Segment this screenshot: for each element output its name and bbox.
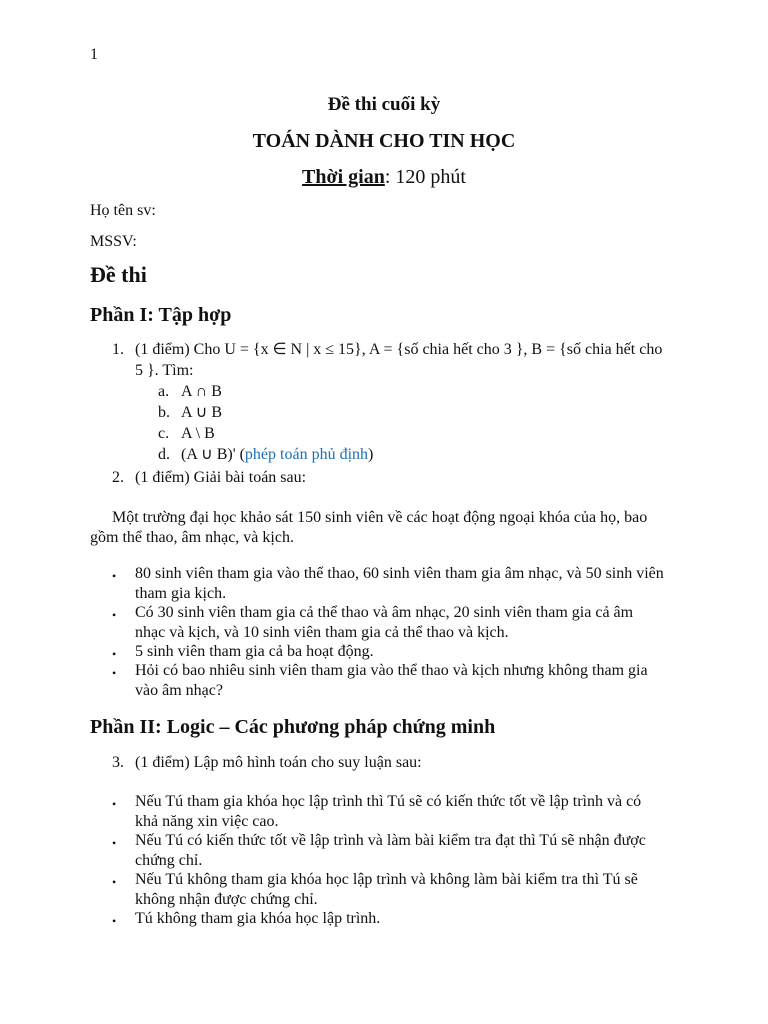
sub-item-text-end: )	[368, 446, 374, 463]
sub-item-letter: a.	[158, 383, 170, 400]
bullet-list-q3	[0, 792, 768, 932]
subject-title: TOÁN DÀNH CHO TIN HỌC	[252, 130, 516, 152]
question-text: (1 điểm) Lập mô hình toán cho suy luận sau:	[135, 754, 422, 771]
exam-title: Đề thi cuối kỳ	[327, 94, 441, 115]
time-line	[0, 166, 768, 189]
bullet-marker: •	[112, 914, 117, 928]
bullet-marker: •	[112, 647, 117, 661]
question-3	[0, 753, 768, 775]
sub-item-text: A ∩ B	[181, 383, 222, 400]
list-item: Nếu Tú không tham gia khóa học lập trình và không làm bài kiểm tra thì Tú sẽ	[135, 871, 638, 888]
student-id-field: MSSV:	[90, 233, 137, 250]
part2-heading: Phần II: Logic – Các phương pháp chứng minh	[90, 716, 496, 738]
list-item: Tú không tham gia khóa học lập trình.	[135, 910, 381, 927]
time-label: Thời gian	[302, 166, 385, 188]
sub-item-text	[181, 445, 373, 465]
list-item: Hỏi có bao nhiêu sinh viên tham gia vào thể thao và kịch nhưng không tham gia	[135, 662, 648, 679]
question-number: 1.	[112, 341, 124, 358]
question-2	[0, 468, 768, 490]
list-item-cont: tham gia kịch.	[135, 585, 227, 602]
list-item-cont: vào âm nhạc?	[135, 682, 223, 699]
list-item-cont: nhạc và kịch, và 10 sinh viên tham gia cả thể thao và kịch.	[135, 624, 509, 641]
list-item: Có 30 sinh viên tham gia cả thể thao và âm nhạc, 20 sinh viên tham gia cả âm	[135, 604, 634, 621]
bullet-marker: •	[112, 797, 117, 811]
list-item-cont: chứng chỉ.	[135, 852, 203, 869]
question-number: 3.	[112, 754, 124, 771]
question-number: 2.	[112, 469, 124, 486]
time-value: : 120 phút	[384, 166, 466, 188]
bullet-marker: •	[112, 875, 117, 889]
sub-item-letter: b.	[158, 404, 170, 421]
bullet-marker: •	[112, 666, 117, 680]
question-1	[0, 340, 768, 470]
list-item-cont: khả năng xin việc cao.	[135, 813, 279, 830]
list-item-cont: không nhận được chứng chỉ.	[135, 891, 318, 908]
list-item: Nếu Tú có kiến thức tốt về lập trình và làm bài kiểm tra đạt thì Tú sẽ nhận được	[135, 832, 646, 849]
exam-heading: Đề thi	[90, 262, 147, 287]
question-text-line2: 5 }. Tìm:	[135, 362, 194, 379]
paragraph-line: Một trường đại học khảo sát 150 sinh viên về các hoạt động ngoại khóa của họ, bao	[112, 509, 648, 526]
negation-link[interactable]: phép toán phủ định	[244, 446, 369, 463]
list-item: 80 sinh viên tham gia vào thể thao, 60 sinh viên tham gia âm nhạc, và 50 sinh viên	[135, 565, 664, 582]
sub-item-text-start: (A ∪ B)' (	[181, 446, 245, 463]
bullet-list-q2	[0, 564, 768, 704]
student-name-field: Họ tên sv:	[90, 202, 156, 219]
question-text-line1: (1 điểm) Cho U = {x ∈ N | x ≤ 15}, A = {số chia hết cho 3 }, B = {số chia hết cho	[135, 341, 663, 358]
list-item: 5 sinh viên tham gia cả ba hoạt động.	[135, 643, 374, 660]
part1-heading: Phần I: Tập hợp	[90, 304, 232, 326]
page-number: 1	[90, 46, 98, 63]
sub-item-text: A \ B	[181, 425, 215, 442]
list-item: Nếu Tú tham gia khóa học lập trình thì Tú sẽ có kiến thức tốt về lập trình và có	[135, 793, 642, 810]
sub-item-letter: d.	[158, 446, 170, 463]
bullet-marker: •	[112, 569, 117, 583]
sub-item-letter: c.	[158, 425, 170, 442]
bullet-marker: •	[112, 608, 117, 622]
problem-paragraph	[90, 508, 670, 548]
bullet-marker: •	[112, 836, 117, 850]
question-text: (1 điểm) Giải bài toán sau:	[135, 469, 307, 486]
paragraph-line: gồm thể thao, âm nhạc, và kịch.	[90, 529, 294, 546]
sub-item-text: A ∪ B	[181, 404, 223, 421]
